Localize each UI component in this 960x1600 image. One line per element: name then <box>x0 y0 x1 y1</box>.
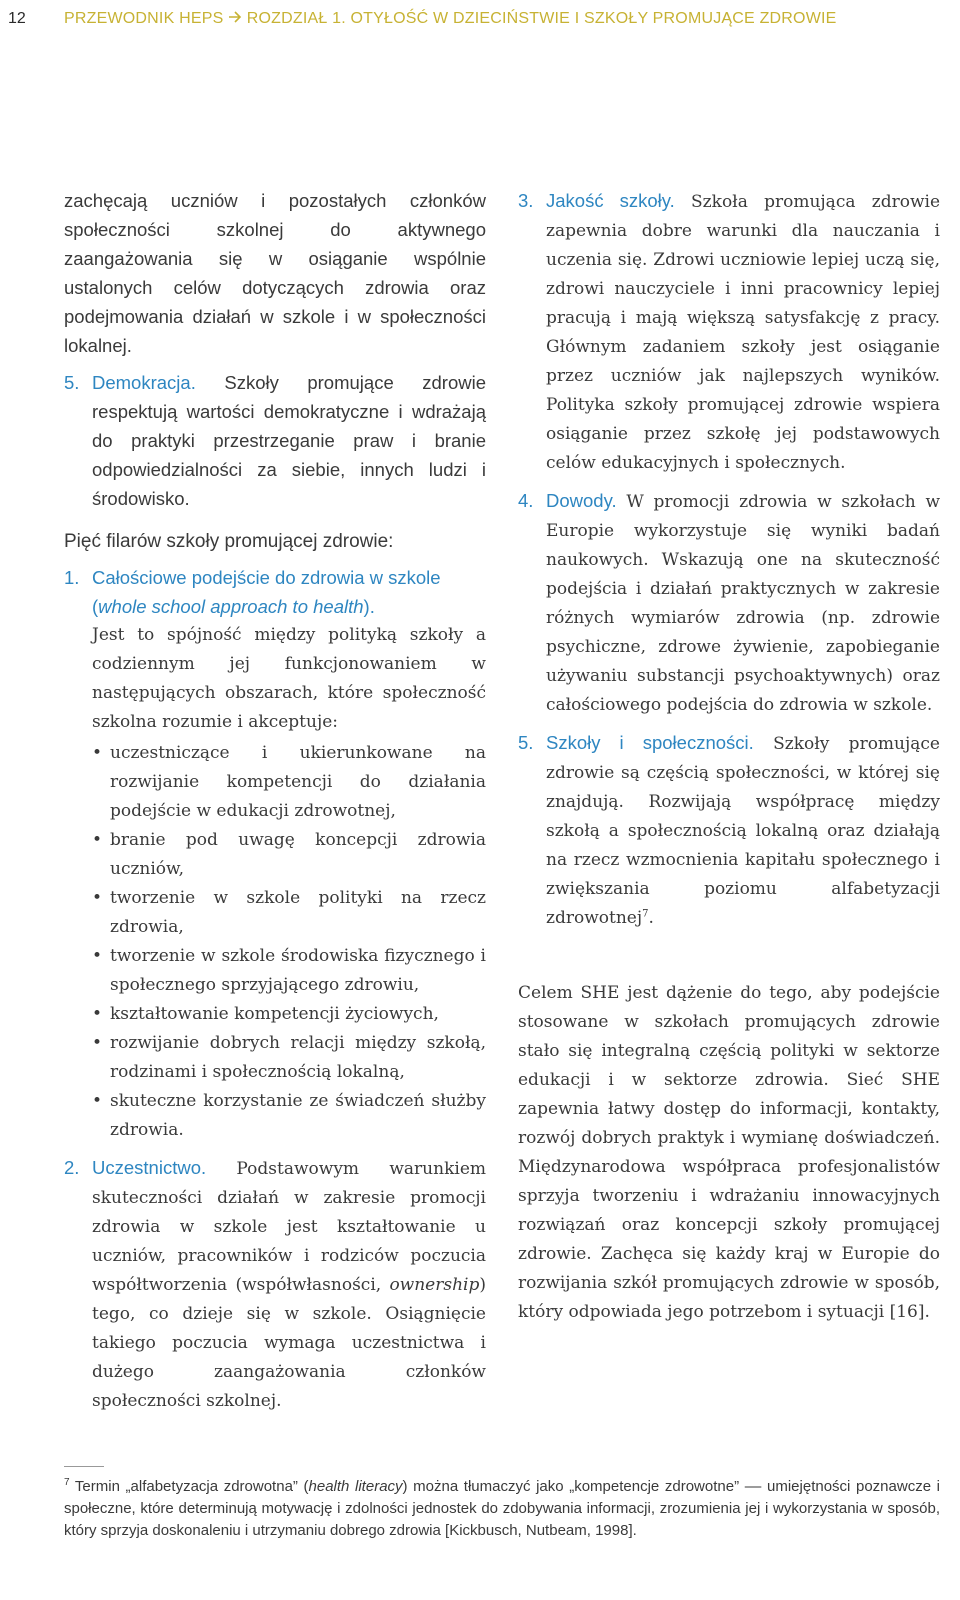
intro-paragraph: zachęcają uczniów i pozostałych członków społeczności szkolnej do aktywnego zaangażowania się w osiąganie wspólnie ustalonych celów dotyczących zdrowia oraz podejmowania działań w szkole i w społeczności lokalnej. <box>64 190 486 356</box>
pillar-2 <box>64 1153 486 1416</box>
running-header <box>64 10 837 28</box>
pillar-5 <box>518 728 940 933</box>
item-text-end: . <box>648 908 654 928</box>
list-item: • tworzenie w szkole polityki na rzecz zdrowia, <box>92 884 486 942</box>
pillar-1 <box>64 563 486 1145</box>
item-body <box>92 563 486 1145</box>
item-title: Szkoły i społeczności. <box>546 732 754 753</box>
title-part: ). <box>363 596 375 617</box>
page-number: 12 <box>8 10 26 27</box>
item-title: Dowody. <box>546 490 617 511</box>
footnote-text: ) można tłumaczyć jako „kompetencje zdrowotne” –– umiejętności poznawcze i społeczne, które determinują motywację i zdolności jednostek do zdobywania informacji, zrozumienia jej i wykorzystania w sposób, który sprzyja doskonaleniu i utrzymaniu dobrego zdrowia [Kickbusch, Nutbeam, 1998]. <box>64 1478 940 1539</box>
item-body <box>546 186 940 478</box>
footnote-text: Termin „alfabetyzacja zdrowotna” ( <box>69 1478 309 1495</box>
item-title: Demokracja. <box>92 372 196 393</box>
chapter-title: ROZDZIAŁ 1. OTYŁOŚĆ W DZIECIŃSTWIE I SZKOŁY PROMUJĄCE ZDROWIE <box>246 10 837 27</box>
footnote-emphasis: health literacy <box>308 1478 403 1495</box>
footnote-ref[interactable]: 7 <box>642 908 649 920</box>
left-column <box>64 186 486 1416</box>
item-body <box>92 1153 486 1416</box>
item-text: Szkoły promujące zdrowie są częścią społeczności, w której się znajdują. Rozwijają współpracę między szkołą a społecznością lokalną oraz działają na rzecz wzmocnienia kapitału społecznego i zwiększania poziomu alfabetyzacji zdrowotnej <box>546 734 940 928</box>
bullet-list <box>92 739 486 1145</box>
footnote <box>64 1476 940 1542</box>
title-emphasis: whole school approach to health <box>98 596 364 617</box>
title-part: Całościowe podejście do zdrowia w szkole ( <box>92 567 441 617</box>
item-number: 3. <box>518 190 534 211</box>
right-arrow-icon <box>228 10 242 28</box>
list-item: • kształtowanie kompetencji życiowych, <box>92 1000 486 1029</box>
list-item: • tworzenie w szkole środowiska fizycznego i społecznego sprzyjającego zdrowiu, <box>92 942 486 1000</box>
footnote-divider <box>64 1466 104 1467</box>
item-body <box>546 486 940 720</box>
item-text: ) tego, co dzieje się w szkole. Osiągnięcie takiego poczucia wymaga uczestnictwa i dużego zaangażowania członków społeczności szkolnej. <box>92 1275 486 1411</box>
item-text: Szkoły promujące zdrowie respektują wartości demokratyczne i wdrażają do praktyki przestrzeganie praw i branie odpowiedzialności za siebie, innych ludzi i środowisko. <box>92 372 486 509</box>
item-text: W promocji zdrowia w szkołach w Europie wykorzystuje się wyniki badań naukowych. Wskazują one na skuteczność podejścia i działań praktycznych w zakresie różnych wymiarów zdrowia (np. zdrowie psychiczne, zdrowe żywienie, zapobieganie używaniu substancji psychoaktywnych) oraz całościowego podejścia do zdrowia w szkole. <box>546 492 940 715</box>
item-number: 2. <box>64 1157 80 1178</box>
list-item: • branie pod uwagę koncepcji zdrowia uczniów, <box>92 826 486 884</box>
item-text: Szkoła promująca zdrowie zapewnia dobre warunki dla nauczania i uczenia się. Zdrowi uczniowie lepiej uczą się, zdrowi nauczyciele i inni pracownicy lepiej pracują i mają większą satysfakcję z pracy. Głównym zadaniem szkoły jest osiąganie przez uczniów jak najlepszych wyników. Polityka szkoły promującej zdrowie wspiera osiąganie przez szkołę jej podstawowych celów edukacyjnych i społecznych. <box>546 192 940 473</box>
item-title <box>92 563 486 621</box>
item-body <box>546 728 940 933</box>
guide-title: PRZEWODNIK HEPS <box>64 10 224 27</box>
item-number: 4. <box>518 490 534 511</box>
item-title: Jakość szkoły. <box>546 190 675 211</box>
item-number: 5. <box>518 732 534 753</box>
footnote-mark: 7 <box>64 1477 70 1488</box>
item-text: Jest to spójność między polityką szkoły a codziennym jej funkcjonowaniem w następujących obszarach, które społeczność szkolna rozumie i akceptuje: <box>92 625 486 732</box>
item-title: Uczestnictwo. <box>92 1157 207 1178</box>
item-number: 1. <box>64 567 80 588</box>
list-item: • skuteczne korzystanie ze świadczeń służby zdrowia. <box>92 1087 486 1145</box>
list-item: • rozwijanie dobrych relacji między szkołą, rodzinami i społecznością lokalną, <box>92 1029 486 1087</box>
item-emphasis: ownership <box>389 1275 480 1295</box>
pillar-3 <box>518 186 940 478</box>
pillars-heading: Pięć filarów szkoły promującej zdrowie: <box>64 531 394 552</box>
item-text: Podstawowym warunkiem skuteczności działań w zakresie promocji zdrowia w szkole jest kształtowanie u uczniów, pracowników i rodziców poczucia współtworzenia (współwłasności, <box>92 1159 486 1295</box>
item-body <box>92 368 486 513</box>
right-column <box>518 186 940 1327</box>
list-item-democracy <box>64 368 486 513</box>
list-item: • uczestniczące i ukierunkowane na rozwijanie kompetencji do działania podejście w edukacji zdrowotnej, <box>92 739 486 826</box>
closing-paragraph: Celem SHE jest dążenie do tego, aby podejście stosowane w szkołach promujących zdrowie stało się integralną częścią polityki w sektorze edukacji i w sektorze zdrowia. Sieć SHE zapewnia łatwy dostęp do informacji, kontakty, rozwój dobrych praktyk i wymianę doświadczeń. Międzynarodowa współpraca profesjonalistów sprzyja tworzeniu i wdrażaniu innowacyjnych rozwiązań oraz koncepcji szkoły promującej zdrowie. Zachęca się każdy kraj w Europie do rozwijania szkół promujących zdrowie w sposób, który odpowiada jego potrzebom i sytuacji [16]. <box>518 983 940 1322</box>
pillar-4 <box>518 486 940 720</box>
page-header <box>0 6 960 32</box>
item-number: 5. <box>64 372 80 393</box>
